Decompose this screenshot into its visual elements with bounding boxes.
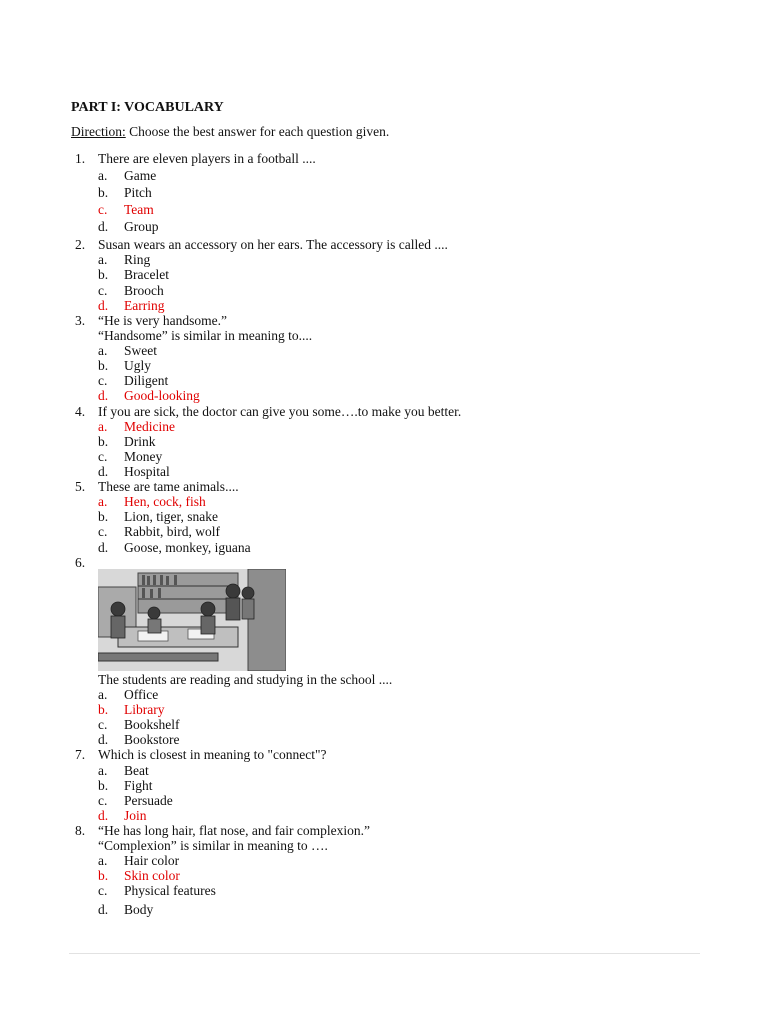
option-text: Physical features [124,883,216,898]
question-number: 5. [75,479,86,494]
option-letter: b. [98,702,109,717]
option-text: Good-looking [124,388,200,403]
option-text: Team [124,202,154,217]
option-text: Earring [124,298,165,313]
library-illustration [98,569,286,671]
library-illustration-drawing [98,569,286,671]
option-letter: a. [98,419,108,434]
option-text: Hen, cock, fish [124,494,206,509]
question-number: 7. [75,747,86,762]
option-letter: c. [98,202,108,217]
option-text: Bookshelf [124,717,180,732]
question-text: If you are sick, the doctor can give you some….to make you better. [98,404,462,419]
option-text: Fight [124,778,153,793]
option-letter: b. [98,868,109,883]
option-letter: d. [98,732,109,747]
option-letter: d. [98,540,109,555]
option-text: Diligent [124,373,169,388]
option-text: Game [124,168,157,183]
option-letter: d. [98,464,109,479]
question-text: “He is very handsome.” [98,313,227,328]
option-letter: c. [98,373,108,388]
option-letter: b. [98,358,109,373]
question-text: “Complexion” is similar in meaning to …. [98,838,328,853]
question-text: The students are reading and studying in the school .... [98,672,393,687]
direction [71,124,389,140]
option-letter: a. [98,687,108,702]
direction-label: Direction: [71,124,126,139]
option-text: Drink [124,434,156,449]
option-text: Bookstore [124,732,180,747]
question-number: 8. [75,823,86,838]
option-text: Library [124,702,165,717]
question-number: 3. [75,313,86,328]
option-text: Medicine [124,419,175,434]
question-number: 6. [75,555,86,570]
option-text: Beat [124,763,149,778]
option-letter: d. [98,902,109,917]
option-letter: a. [98,494,108,509]
option-letter: c. [98,449,108,464]
option-letter: b. [98,267,109,282]
option-text: Rabbit, bird, wolf [124,524,220,539]
option-text: Pitch [124,185,152,200]
option-text: Brooch [124,283,164,298]
option-letter: b. [98,185,109,200]
question-number: 2. [75,237,86,252]
option-text: Money [124,449,163,464]
option-letter: d. [98,388,109,403]
option-text: Body [124,902,154,917]
option-text: Goose, monkey, iguana [124,540,251,555]
option-text: Group [124,219,159,234]
option-letter: d. [98,219,109,234]
option-text: Persuade [124,793,173,808]
option-text: Office [124,687,159,702]
question-text: There are eleven players in a football .... [98,151,316,166]
option-letter: a. [98,763,108,778]
option-letter: a. [98,168,108,183]
question-number: 1. [75,151,86,166]
option-letter: c. [98,883,108,898]
option-text: Join [124,808,147,823]
option-letter: b. [98,434,109,449]
option-text: Skin color [124,868,180,883]
direction-text: Choose the best answer for each question given. [129,124,390,139]
option-letter: a. [98,343,108,358]
option-letter: b. [98,509,109,524]
page-divider [69,953,700,954]
option-text: Lion, tiger, snake [124,509,218,524]
option-letter: b. [98,778,109,793]
question-text: These are tame animals.... [98,479,239,494]
option-letter: c. [98,283,108,298]
option-letter: a. [98,252,108,267]
question-text: Susan wears an accessory on her ears. The accessory is called .... [98,237,448,252]
option-text: Hair color [124,853,180,868]
option-text: Hospital [124,464,170,479]
page-title: PART I: VOCABULARY [71,100,224,115]
question-text: Which is closest in meaning to "connect"? [98,747,327,762]
option-letter: d. [98,808,109,823]
option-letter: d. [98,298,109,313]
option-letter: c. [98,793,108,808]
question-text: “He has long hair, flat nose, and fair complexion.” [98,823,370,838]
option-letter: c. [98,524,108,539]
option-text: Sweet [124,343,157,358]
option-letter: c. [98,717,108,732]
option-letter: a. [98,853,108,868]
option-text: Bracelet [124,267,169,282]
option-text: Ugly [124,358,151,373]
question-text: “Handsome” is similar in meaning to.... [98,328,313,343]
option-text: Ring [124,252,151,267]
question-number: 4. [75,404,86,419]
